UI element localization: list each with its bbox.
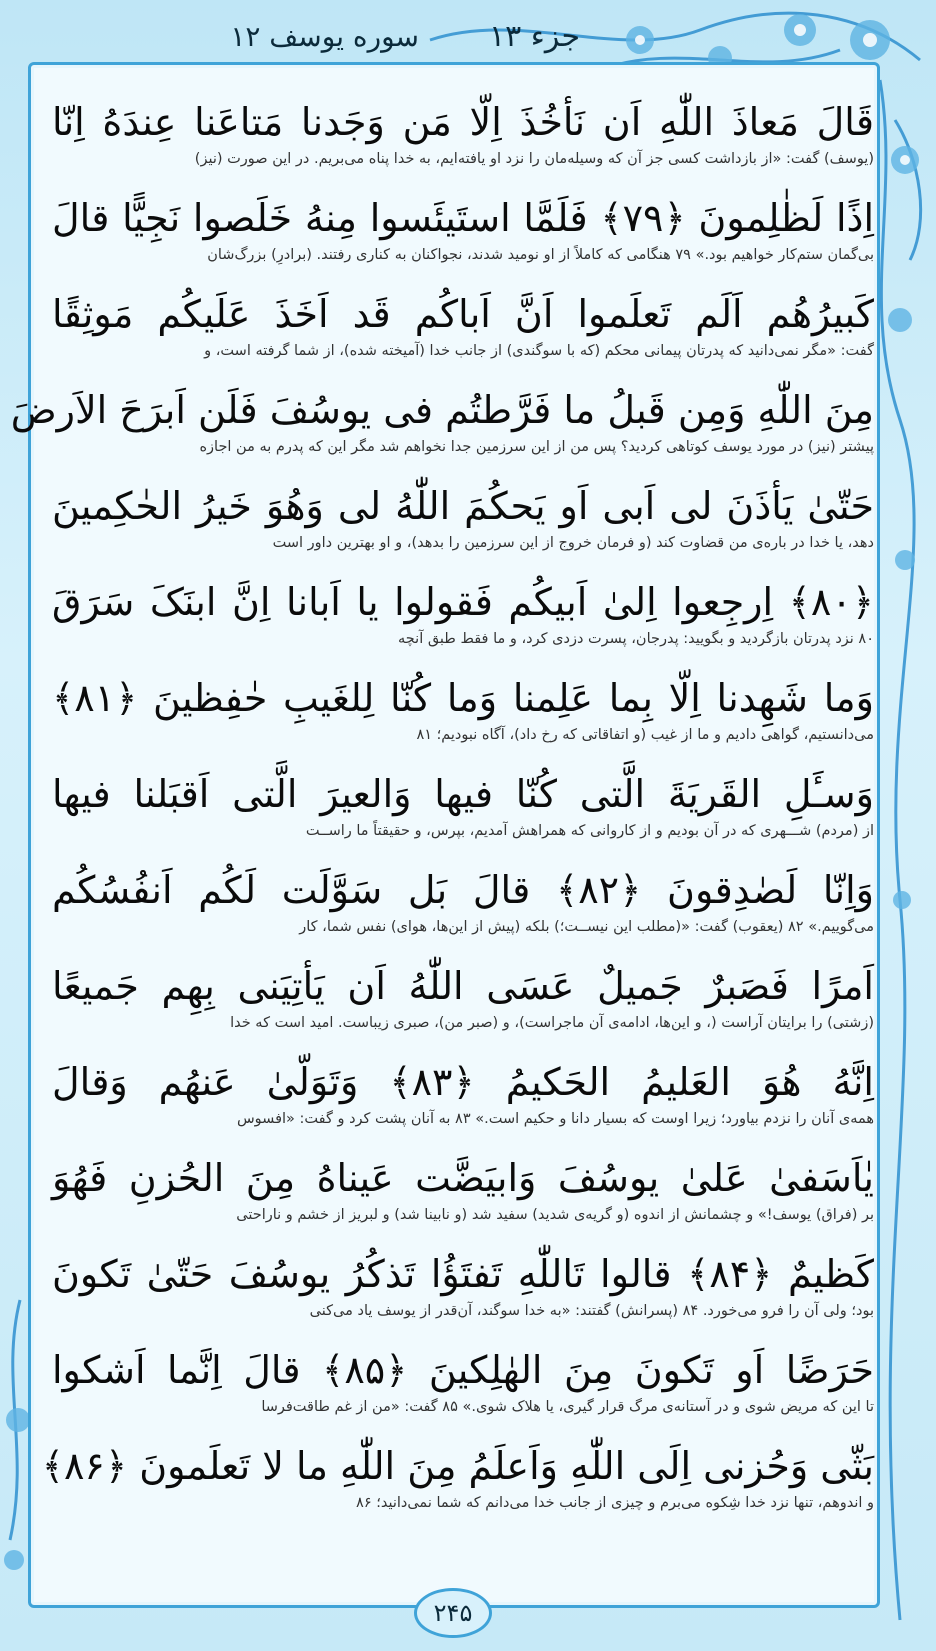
verse-line <box>52 100 874 172</box>
arabic-line: یٰاَسَفیٰ عَلیٰ یوسُفَ وَابیَضَّت عَیناهُ مِنَ الحُزنِ فَهُوَ <box>52 1156 874 1200</box>
arabic-line: اِذًا لَظٰلِمونَ ﴿۷۹﴾ فَلَمَّا استَیئَسوا مِنهُ خَلَصوا نَجِیًّا قالَ <box>52 196 875 240</box>
translation-line: و اندوهم، تنها نزد خدا شِکوه می‌برم و چیزی از جانب خدا می‌دانم که شما نمی‌دانید؛ ۸۶ <box>356 1495 874 1511</box>
verse-line <box>52 196 874 268</box>
translation-line: می‌دانستیم، گواهی دادیم و ما از غیب (و اتفاقاتی که رخ داد)، آگاه نبودیم؛ ۸۱ <box>416 727 874 743</box>
verse-line <box>52 1060 874 1132</box>
translation-line: می‌گوییم.» ۸۲ (یعقوب) گفت: «(مطلب این نیســت؛) بلکه (پیش از این‌ها، هوای) نفس شما، کار <box>299 919 874 935</box>
surah-label: سوره یوسف ۱۲ <box>230 19 420 53</box>
translation-line: همه‌ی آنان را نزدم بیاورد؛ زیرا اوست که بسیار دانا و حکیم است.» ۸۳ به آنان پشت کرد و گفت: «افسوس <box>236 1111 874 1127</box>
page-number-badge <box>414 1588 492 1638</box>
arabic-line: ﴿۸۰﴾ اِرجِعوا اِلیٰ اَبیکُم فَقولوا یا اَبانا اِنَّ ابنَکَ سَرَقَ <box>52 580 874 624</box>
arabic-line: وَاِنّا لَصٰدِقونَ ﴿۸۲﴾ قالَ بَل سَوَّلَت لَکُم اَنفُسُکُم <box>52 868 874 912</box>
arabic-line: اِنَّهُ هُوَ العَلیمُ الحَکیمُ ﴿۸۳﴾ وَتَوَلّیٰ عَنهُم وَقالَ <box>52 1060 874 1104</box>
verse-line <box>52 772 874 844</box>
verse-line <box>52 1252 874 1324</box>
verse-line <box>52 1156 874 1228</box>
arabic-line: کَظیمٌ ﴿۸۴﴾ قالوا تَاللّٰهِ تَفتَؤُا تَذکُرُ یوسُفَ حَتّیٰ تَکونَ <box>52 1252 874 1296</box>
arabic-line: حَرَضًا اَو تَکونَ مِنَ الهٰلِکینَ ﴿۸۵﴾ قالَ اِنَّما اَشکوا <box>52 1348 874 1392</box>
arabic-line: وَما شَهِدنا اِلّا بِما عَلِمنا وَما کُنّا لِلغَیبِ حٰفِظینَ ﴿۸۱﴾ <box>52 676 874 720</box>
verse-line <box>52 1348 874 1420</box>
arabic-line: مِنَ اللّٰهِ وَمِن قَبلُ ما فَرَّطتُم فی یوسُفَ فَلَن اَبرَحَ الاَرضَ <box>10 388 874 432</box>
verse-line <box>41 1444 874 1516</box>
arabic-line: حَتّیٰ یَأذَنَ لی اَبی اَو یَحکُمَ اللّٰهُ لی وَهُوَ خَیرُ الحٰکِمینَ <box>52 484 874 528</box>
translation-line: پیشتر (نیز) در مورد یوسف کوتاهی کردید؟ پس من از این سرزمین جدا نخواهم شد مگر این که پدرم به من اجازه <box>199 439 874 455</box>
page-header <box>160 14 580 58</box>
arabic-line: کَبیرُهُم اَلَم تَعلَموا اَنَّ اَباکُم قَد اَخَذَ عَلَیکُم مَوثِقًا <box>52 292 874 336</box>
translation-line: از (مردم) شـــهری که در آن بودیم و از کاروانی که همراهش آمدیم، بپرس، و حقیقتاً ما راســت <box>305 823 874 839</box>
translation-line: تا این که مریض شوی و در آستانه‌ی مرگ قرار گیری، یا هلاک شوی.» ۸۵ گفت: «من از غم طاقت‌فرسا <box>261 1399 874 1415</box>
arabic-line: قَالَ مَعاذَ اللّٰهِ اَن نَأخُذَ اِلّا مَن وَجَدنا مَتاعَنا عِندَهُ اِنّا <box>52 100 874 144</box>
arabic-line: اَمرًا فَصَبرٌ جَمیلٌ عَسَی اللّٰهُ اَن یَأتِیَنی بِهِم جَمیعًا <box>52 964 874 1008</box>
translation-line: (یوسف) گفت: «از بازداشت کسی جز آن که وسیله‌مان را نزد او یافته‌ایم، به خدا پناه می‌بریم. در این صورت (نیز) <box>194 151 874 167</box>
arabic-line: وَسـَٔلِ القَریَةَ الَّتی کُنّا فیها وَالعیرَ الَّتی اَقبَلنا فیها <box>52 772 874 816</box>
translation-line: بی‌گمان ستم‌کار خواهیم بود.» ۷۹ هنگامی که کاملاً از او نومید شدند، نجواکنان به کناری رفتند. (برادرِ) بزرگ‌شان <box>207 247 874 263</box>
translation-line: بر (فراق) یوسف!» و چشمانش از اندوه (و گریه‌ی شدید) سفید شد (و نابینا شد) و لبریز از خشم و ناراحتی <box>236 1207 874 1223</box>
verse-line <box>52 292 874 364</box>
translation-line: بود؛ ولی آن را فرو می‌خورد. ۸۴ (پسرانش) گفتند: «به خدا سوگند، آن‌قدر از یوسف یاد می‌کنی <box>309 1303 874 1319</box>
translation-line: (زشتی) را برایتان آراست (، و این‌ها، ادامه‌ی آن ماجراست)، و (صبر من)، صبری زیباست. امید است که خدا <box>230 1015 874 1031</box>
juz-label: جزء ۱۳ <box>489 18 580 54</box>
page-number: ۲۴۵ <box>433 1599 473 1627</box>
verse-line <box>52 484 874 556</box>
translation-line: ۸۰ نزد پدرتان بازگردید و بگویید: پدرجان، پسرت دزدی کرد، و ما فقط طبق آنچه <box>398 631 874 647</box>
verse-line <box>10 388 874 460</box>
translation-line: دهد، یا خدا در باره‌ی من قضاوت کند (و فرمان خروج از این سرزمین را بدهد)، و او بهترین داور است <box>272 535 874 551</box>
quran-text-block <box>10 100 875 1590</box>
verse-line <box>52 580 874 652</box>
verse-line <box>52 868 874 940</box>
translation-line: گفت: «مگر نمی‌دانید که پدرتان پیمانی محکم (که با سوگندی) از جانب خدا (آمیخته شده)، از شما گرفته است، و <box>204 343 874 359</box>
arabic-line: بَثّی وَحُزنی اِلَی اللّٰهِ وَاَعلَمُ مِنَ اللّٰهِ ما لا تَعلَمونَ ﴿۸۶﴾ <box>41 1444 874 1488</box>
verse-line <box>52 964 874 1036</box>
verse-line <box>52 676 874 748</box>
